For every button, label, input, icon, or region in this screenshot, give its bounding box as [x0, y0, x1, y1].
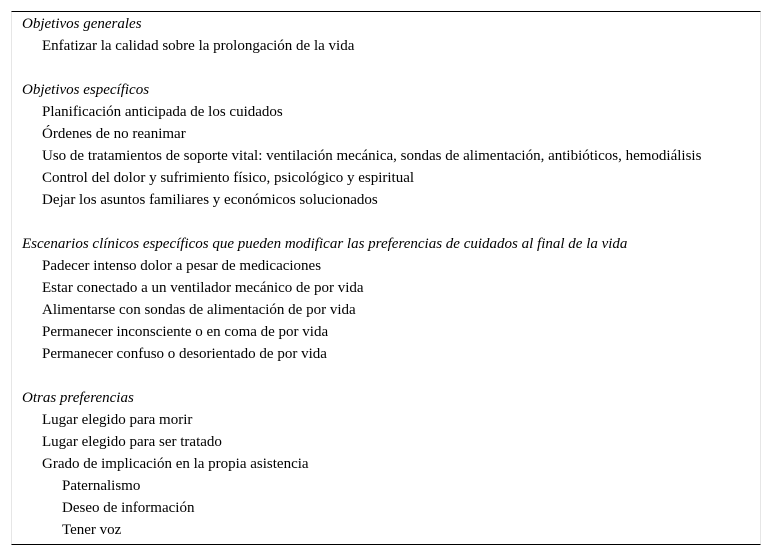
table-row: Estar conectado a un ventilador mecánico de por vida — [42, 280, 364, 296]
table-row: Enfatizar la calidad sobre la prolongación de la vida — [42, 38, 355, 54]
preferences-table — [11, 11, 761, 545]
table-row: Uso de tratamientos de soporte vital: ventilación mecánica, sondas de alimentación, antibióticos, hemodiálisis — [42, 148, 702, 164]
table-body — [12, 12, 760, 541]
table-subrow: Tener voz — [62, 522, 122, 538]
table-row: Lugar elegido para ser tratado — [42, 434, 222, 450]
table-row: Grado de implicación en la propia asistencia — [42, 456, 309, 472]
table-subrow: Deseo de información — [62, 500, 195, 516]
table-row: Órdenes de no reanimar — [42, 126, 186, 142]
table-row: Dejar los asuntos familiares y económicos solucionados — [42, 192, 378, 208]
table-row: Permanecer inconsciente o en coma de por vida — [42, 324, 329, 340]
table-row: Control del dolor y sufrimiento físico, psicológico y espiritual — [42, 170, 415, 186]
table-row: Permanecer confuso o desorientado de por vida — [42, 346, 327, 362]
table-row: Planificación anticipada de los cuidados — [42, 104, 283, 120]
section-heading-general-goals: Objetivos generales — [22, 16, 142, 32]
table-row: Lugar elegido para morir — [42, 412, 193, 428]
table-row: Alimentarse con sondas de alimentación de por vida — [42, 302, 356, 318]
table-subrow: Paternalismo — [62, 478, 141, 494]
table-row: Padecer intenso dolor a pesar de medicaciones — [42, 258, 322, 274]
section-spacer — [12, 365, 760, 387]
section-heading-other-preferences: Otras preferencias — [22, 390, 134, 406]
section-heading-specific-goals: Objetivos específicos — [22, 82, 150, 98]
section-heading-clinical-scenarios: Escenarios clínicos específicos que pueden modificar las preferencias de cuidados al final de la vida — [22, 236, 628, 252]
section-spacer — [12, 57, 760, 79]
section-spacer — [12, 211, 760, 233]
